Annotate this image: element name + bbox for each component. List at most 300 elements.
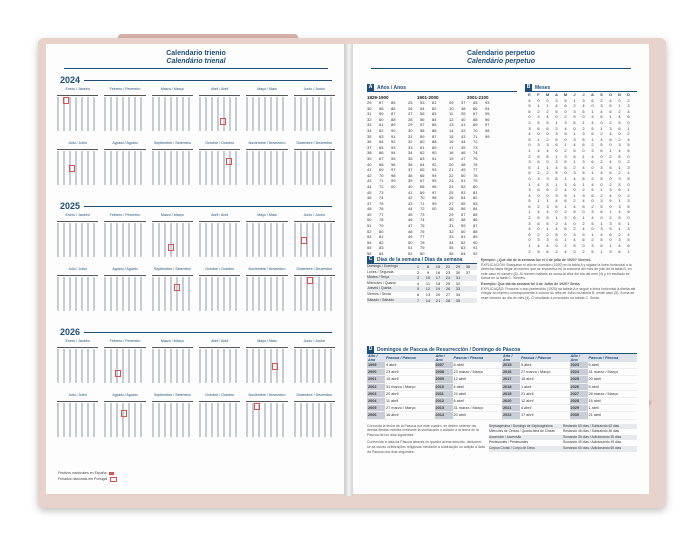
weekday-header [57,344,98,348]
easter-date: 4 abril [453,383,503,390]
easter-date: 4 abril [520,405,570,412]
year-cell: 49 [408,234,413,240]
month-code: 1 [582,119,585,125]
weekday-name: Martes / Terça [367,275,390,280]
year-cell: 30 [367,105,372,111]
easter-year: 2015 [502,362,520,369]
month-code: 0 [582,147,585,153]
year-cell: 56 [367,251,372,257]
month-block [198,141,241,195]
month-code: 6 [555,142,558,148]
weekday-header [199,92,240,96]
month-code: 6 [591,192,594,198]
year-cell: 78 [420,239,425,245]
easter-year: 2028 [570,398,588,405]
year-cell: 33 [449,234,454,240]
month-code: 5 [573,243,576,249]
year-cell: 19 [449,155,454,161]
month-name: Diciembre / Dezembro [296,141,333,145]
month-code: 4 [564,220,567,226]
year-cell: 53 [367,234,372,240]
weekday-header [199,146,240,150]
month-code: 3 [555,97,558,103]
weekday-header [57,272,98,276]
year-cell: 84 [432,116,437,122]
holiday-marker [63,97,69,104]
month-code: 5 [573,209,576,215]
year-cell: 95 [391,155,396,161]
feast-offset: Restando 63 días / Subtraindo 63 dias [563,423,620,428]
month-code: 3 [609,125,612,131]
month-code: 1 [555,181,558,187]
month-block [293,393,336,447]
section-key: B [526,84,531,90]
weekday-number: 2 [416,269,420,275]
month-code: 5 [618,215,621,221]
month-code: 3 [564,119,567,125]
year-cell: 60 [420,139,425,145]
easter-date: 16 abril [385,412,435,419]
month-block [103,141,146,195]
year-cell: 12 [449,116,454,122]
month-code: 6 [600,209,603,215]
year-cell: 29 [449,211,454,217]
month-code: 1 [537,103,540,109]
month-code: 0 [537,192,540,198]
easter-date: 27 marzo / Março [385,405,435,412]
year-cell: 81 [432,100,437,105]
month-code: 3 [591,114,594,120]
month-code: 6 [555,175,558,181]
month-code: 4 [582,226,585,232]
month-code: 2 [573,198,576,204]
feast-offset: Restando 46 días / Subtraindo 46 dias [563,429,620,434]
month-code: 5 [627,237,630,243]
month-code: 4 [609,159,612,165]
month-code: 6 [609,136,612,142]
holiday-marker [254,403,260,410]
month-days [294,349,335,383]
year-cell: 50 [461,172,466,178]
month-code: 5 [573,114,576,120]
note-pt: Conhecida a data da Páscoa através do quadro acima descrito, deduzem-se as outras celebrações religiosas mediante a subtracção ou adição à data da Páscoa dos dias seguintes: [367,440,485,454]
month-code: 1 [591,170,594,176]
month-code: 2 [546,136,549,142]
month-code: 1 [528,243,531,249]
year-cell: 65 [379,144,384,150]
month-code: 2 [591,203,594,209]
month-code: 4 [627,231,630,237]
month-code: 2 [546,231,549,237]
month-name: Noviembre / Novembro [248,267,286,271]
month-initial: M [563,92,568,97]
weekday-header [104,146,145,150]
weekday-header [199,398,240,402]
weekday-number: 5 [416,286,420,292]
easter-date: 15 abril [385,376,435,383]
left-page [46,44,347,494]
month-code: 5 [546,119,549,125]
year-cell: 76 [473,161,478,167]
year-cell: 93 [485,100,490,105]
month-code: 4 [546,114,549,120]
month-code: 2 [600,159,603,165]
month-days [152,349,193,383]
year-label: 2025 [60,201,81,211]
month-name: Julio / Julho [68,141,88,145]
month-code: 6 [600,147,603,153]
month-code: 1 [609,209,612,215]
month-code: 1 [564,175,567,181]
year-cell: 86 [432,127,437,133]
weekday-header [104,398,145,402]
month-code: 2 [564,114,567,120]
month-code: 0 [582,243,585,249]
weekday-number: 18 [435,280,441,286]
month-code: 0 [609,142,612,148]
easter-year: 2010 [435,383,453,390]
month-code: 2 [555,220,558,226]
weekday-header [294,272,335,276]
year-cell: 85 [473,211,478,217]
moveable-feast-row [489,446,637,452]
weekday-number: 12 [425,286,431,292]
month-code: 4 [591,153,594,159]
month-code: 3 [546,175,549,181]
month-code: 3 [573,231,576,237]
month-code: 5 [564,97,567,103]
month-code: 2 [609,119,612,125]
month-code: 0 [528,237,531,243]
easter-date: 12 abril [453,376,503,383]
year-cell: 68 [379,161,384,167]
easter-year: 2023 [570,362,588,369]
month-name: Abril / Abril [211,87,229,91]
month-code: 4 [627,136,630,142]
month-code: 3 [555,192,558,198]
year-heading [60,201,332,211]
month-code: 1 [609,243,612,249]
month-name: Junio / Junho [303,87,326,91]
month-code: 2 [591,237,594,243]
month-code: 6 [591,97,594,103]
month-code: 1 [573,97,576,103]
month-code: 6 [627,243,630,249]
month-code: 4 [537,209,540,215]
month-code: 4 [555,103,558,109]
year-cell: 42 [367,172,372,178]
easter-row [367,362,637,369]
month-code: 1 [564,142,567,148]
month-code: 3 [609,248,612,254]
month-code: 3 [528,125,531,131]
month-name: Abril / Abril [211,339,229,343]
month-code: 3 [618,237,621,243]
year-cell: 39 [367,155,372,161]
year-cell: 59 [420,133,425,139]
month-code: 5 [618,181,621,187]
year-cell: 52 [408,251,413,257]
feast-offset: Sumando 49 días / Adicionando 49 dias [563,440,622,445]
months-grid [56,87,336,195]
month-days [294,97,335,131]
month-days [152,403,193,437]
month-name: Marzo / Março [160,339,184,343]
month-code: 5 [528,136,531,142]
year-cell: 83 [432,111,437,117]
moveable-feasts [489,424,637,455]
month-initial: D [627,92,630,97]
year-cell: 88 [391,116,396,122]
month-name: Agosto / Agosto [112,393,138,397]
section-d-easter [367,346,637,454]
month-days [199,223,240,257]
easter-row [367,412,637,419]
feast-offset: Sumando 39 días / Adicionando 39 dias [563,434,622,439]
year-cell: 71 [420,200,425,206]
year-cell: 23 [449,178,454,184]
year-cell: 21 [449,167,454,173]
month-code: 3 [582,131,585,137]
month-code: 2 [591,142,594,148]
month-code: 4 [582,198,585,204]
year-cell: 58 [420,127,425,133]
year-cell: 50 [367,217,372,223]
month-code: 0 [528,114,531,120]
month-name: Agosto / Agosto [112,267,138,271]
year-cell: 47 [367,200,372,206]
easter-date: 31 marzo / Março [453,405,503,412]
easter-year: 2009 [435,376,453,383]
year-cell: 73 [420,211,425,217]
year-cell: 93 [391,144,396,150]
month-code: 6 [564,198,567,204]
month-code: 3 [528,220,531,226]
year-cell: 77 [379,211,384,217]
month-code: 3 [573,136,576,142]
weekday-number: 28 [445,297,451,303]
month-code: 2 [528,153,531,159]
easter-row [367,376,637,383]
weekday-number: 13 [425,291,431,297]
section-a-table [367,100,517,257]
month-code: 6 [528,231,531,237]
month-code: 5 [546,215,549,221]
easter-year: 2004 [367,398,385,405]
month-name: Marzo / Março [160,87,184,91]
month-code: 4 [618,243,621,249]
month-code: 6 [582,237,585,243]
year-cell: 58 [461,217,466,223]
month-block [293,141,336,195]
month-name: Enero / Janeiro [65,339,90,343]
year-cell: 75 [473,155,478,161]
month-block [245,267,288,321]
year-cell: 41 [461,122,466,128]
month-block [151,141,194,195]
year-cell: 88 [432,139,437,145]
month-code: 0 [627,153,630,159]
month-block [151,87,194,141]
year-cell: 95 [432,178,437,184]
weekday-header [294,344,335,348]
month-code: 5 [582,170,585,176]
section-c-weekdays [367,256,637,303]
month-code: 0 [591,198,594,204]
year-cell: 99 [432,200,437,206]
year-cell: 54 [420,105,425,111]
year-cell: 54 [461,195,466,201]
year-cell: 64 [461,251,466,257]
month-days [199,349,240,383]
weekday-number: 29 [455,264,461,269]
month-block [151,267,194,321]
weekday-name: Viernes / Sexta [367,291,391,296]
year-cell: 36 [408,161,413,167]
month-code: 6 [528,170,531,176]
weekday-name: Domingo / Domingo [367,264,398,268]
month-days [246,223,287,257]
month-code: 6 [528,203,531,209]
month-code: 3 [609,187,612,193]
month-block [293,339,336,393]
month-code: 3 [546,203,549,209]
year-cell: 91 [473,245,478,251]
easter-date: 1 abril [588,405,638,412]
year-cell: 61 [461,234,466,240]
month-code: 3 [564,181,567,187]
weekday-number: 4 [416,280,420,286]
month-code: 1 [582,181,585,187]
month-code: 2 [591,175,594,181]
year-cell: 44 [408,206,413,212]
holiday-marker [121,410,127,417]
year-cell: 35 [367,133,372,139]
holiday-marker [220,118,226,125]
month-code: 6 [618,125,621,131]
month-code: 2 [582,187,585,193]
weekday-header [199,272,240,276]
month-code: 3 [537,142,540,148]
month-code: 2 [582,248,585,254]
month-code: 2 [573,226,576,232]
month-code: 3 [537,114,540,120]
easter-year: 2020 [502,398,520,405]
month-code: 2 [528,119,531,125]
month-code: 5 [609,198,612,204]
month-code: 4 [609,131,612,137]
month-code: 6 [573,181,576,187]
year-cell: 44 [461,139,466,145]
year-cell: 49 [461,167,466,173]
month-code: 6 [618,248,621,254]
easter-year: 2027 [570,390,588,397]
month-code: 2 [609,153,612,159]
month-code: 6 [618,187,621,193]
month-code: 6 [537,187,540,193]
year-cell: 98 [391,172,396,178]
easter-date: 20 abril [453,412,503,419]
weekday-number: 10 [425,275,431,281]
year-cell: 74 [420,217,425,223]
month-code: 2 [600,131,603,137]
month-code: 0 [546,192,549,198]
month-code: 0 [546,159,549,165]
year-cell: 53 [420,100,425,105]
weekday-header [294,92,335,96]
col-year: Año / Ano [367,354,385,362]
month-code: 6 [573,215,576,221]
month-code: 4 [609,192,612,198]
month-code: 2 [537,108,540,114]
weekday-header [104,218,145,222]
month-code: 4 [609,97,612,103]
weekday-number: 32 [455,280,461,286]
column-1829-1900: 1829-1900 [367,95,389,100]
month-code: 6 [546,248,549,254]
month-code: 5 [537,153,540,159]
month-block [293,213,336,267]
month-days [57,349,98,383]
month-code: 0 [528,175,531,181]
page-title: Calendario perpetuo [466,50,536,57]
year-cell: 88 [473,228,478,234]
easter-year: 2021 [502,405,520,412]
month-code: 1 [582,153,585,159]
easter-notes [367,424,485,455]
col-pascua: Pascua / Páscoa [385,354,435,362]
month-code: 0 [591,103,594,109]
month-code: 4 [627,170,630,176]
month-code: 2 [618,108,621,114]
month-code: 0 [627,181,630,187]
month-code: 6 [537,220,540,226]
month-block [198,87,241,141]
month-code: 5 [591,248,594,254]
month-code: 6 [528,108,531,114]
page-subtitle: Calendário trienal [64,58,328,69]
easter-row [367,383,637,390]
section-key: A [368,84,373,90]
col-pascua: Pascua / Páscoa [588,354,638,362]
easter-row [367,405,637,412]
easter-date: 17 abril [520,412,570,419]
easter-year: 2014 [435,412,453,419]
year-cell: 15 [449,133,454,139]
month-code: 3 [627,198,630,204]
explanation-es: EXPLICACIÓN: Búsquese el año en cuestión (1920) en la tabla A y sígase la línea horizontal a la derecha hasta llegar al número que se encuentra en la columna del mes de julio de la tabla B, en este caso el número (5). Al número hallado se suma la cifra del día del mes (4) y el resultado se busca en la tabla C. Viernes. [481,262,632,281]
month-days [246,349,287,383]
month-code: 3 [591,243,594,249]
weekday-header [104,344,145,348]
easter-date: 12 abril [520,398,570,405]
month-code: 0 [618,131,621,137]
month-code: 5 [537,248,540,254]
col-pascua: Pascua / Páscoa [520,354,570,362]
year-cell: 94 [485,105,490,111]
month-code: 2 [555,187,558,193]
easter-date: 11 abril [385,398,435,405]
year-cell: 44 [367,183,372,189]
easter-year: 2013 [435,405,453,412]
year-label: 2024 [60,75,81,85]
weekday-number: 25 [445,280,451,286]
easter-year: 2026 [570,383,588,390]
year-cell: 85 [432,122,437,128]
easter-date: 20 abril [385,390,435,397]
year-cell: 26 [408,105,413,111]
month-code: 4 [582,164,585,170]
